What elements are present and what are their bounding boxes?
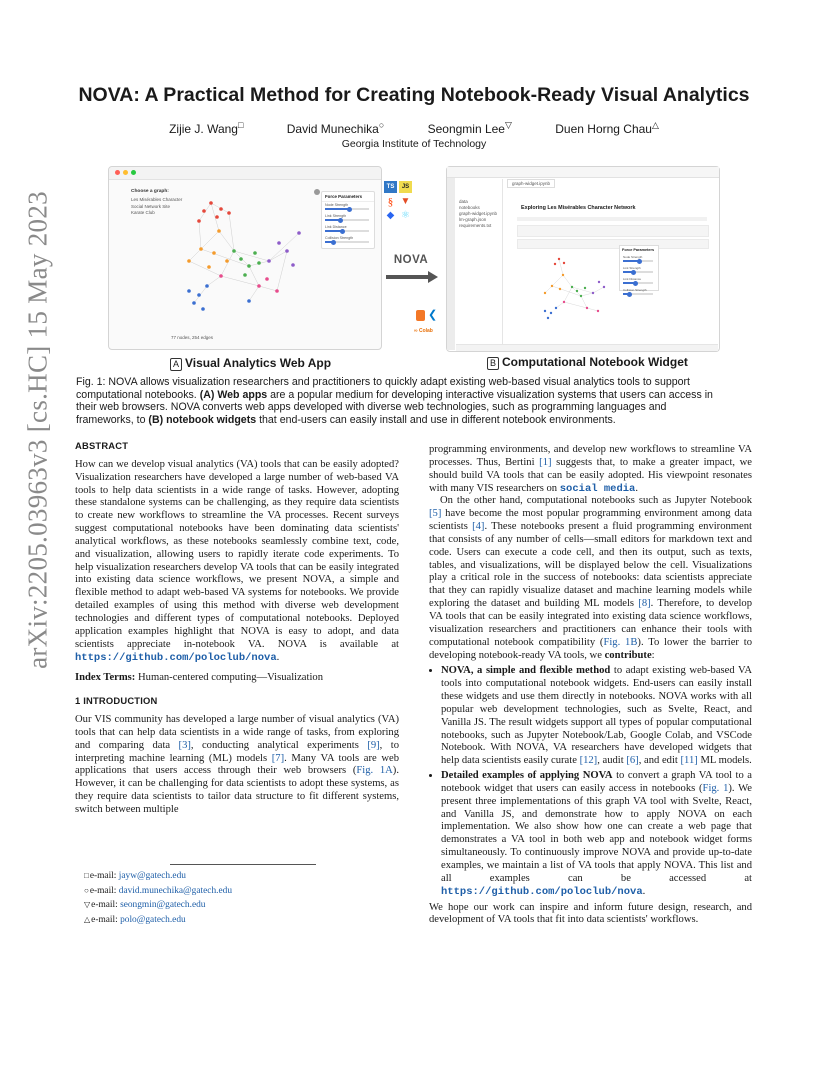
slider-row [620, 265, 658, 276]
slider-track[interactable] [325, 219, 369, 221]
intro-text: Our VIS community has developed a large number of visual analytics (VA) tools that can help data scientists in a wide range of tasks, from exploring and comparing data [75, 714, 399, 751]
slider-label: Link Distance [325, 225, 347, 229]
index-terms [75, 672, 399, 685]
panel-b-label [487, 355, 688, 370]
footnote-prefix: e-mail: [89, 871, 119, 881]
graph-heading: Choose a graph: [131, 189, 169, 194]
slider-row [322, 224, 374, 235]
panel-a-title: Visual Analytics Web App [185, 356, 332, 370]
widget-params-title: Force Parameters [622, 248, 655, 252]
body-paragraph [429, 444, 752, 495]
slider-thumb[interactable] [331, 240, 336, 245]
author [555, 122, 659, 136]
slider-thumb[interactable] [340, 229, 345, 234]
caption-text: NOVA allows visualization researchers and practitioners to quickly adapt existing web-based visual analytics tools to support computational notebooks. [76, 376, 690, 401]
email-link[interactable]: jayw@gatech.edu [118, 871, 186, 881]
slider-thumb[interactable] [631, 270, 636, 275]
graph-option[interactable]: Karate Club [131, 210, 155, 215]
footnote-mark: ▽ [84, 900, 91, 909]
email-link[interactable]: polo@gatech.edu [120, 914, 186, 925]
author-mark: △ [651, 120, 659, 130]
author [169, 122, 243, 136]
body-text: suggests that, to make a greater impact, we should build VA tools that can be easily adopted. His viewpoint resonates with many VIS researchers on [429, 456, 753, 494]
css3-icon: ◆ [386, 210, 395, 221]
slider-track[interactable] [325, 230, 369, 232]
intro-text: ). However, it can be challenging for data scientists to adopt these systems, as they require data scientists to tailor data structure to fit different systems, switch between multiple [75, 765, 399, 815]
widget-force-graph[interactable] [527, 251, 627, 331]
slider-fill [325, 208, 349, 210]
author-mark: ▽ [504, 120, 512, 130]
body-text: : [651, 649, 655, 661]
citation-link[interactable]: [7] [271, 752, 285, 764]
slider-list [322, 202, 374, 246]
widget-slider-list [620, 254, 658, 298]
force-params-panel [321, 191, 375, 249]
file-list[interactable] [459, 199, 497, 229]
intro-paragraph [75, 714, 399, 817]
contribution-title: NOVA, a simple and flexible method [441, 665, 611, 677]
body-text: , and edit [638, 755, 678, 767]
slider-label: Link Strength [623, 266, 641, 270]
index-terms-text: Human-centered computing—Visualization [138, 672, 323, 684]
graph-stats: 77 nodes, 254 edges [171, 335, 214, 340]
body-paragraph: We hope our work can inspire and inform future design, research, and development of VA tools that fit into data scientists' workflows. [429, 901, 752, 926]
force-graph[interactable] [159, 191, 329, 321]
body-text: to adapt existing web-based VA tools into computational notebook widgets. End-users can easily install these widgets and use them directly in notebooks. NOVA works with all popular web development technologies, such as Svelte, React, and Vanilla JS. The result widgets support all types of popular computational notebooks, such as Jupyter Notebook/Lab, Google Colab, and VSCode Notebook. With NOVA, VA researchers have developed widgets that help data scientists easily curate [441, 665, 752, 767]
affiliation: Georgia Institute of Technology [341, 138, 487, 150]
citation-link[interactable]: [6] [626, 755, 639, 767]
citation-link[interactable]: [9] [367, 739, 380, 751]
footnote-prefix: e-mail: [89, 885, 119, 896]
body-text: have become the most popular programming environment among data scientists [429, 508, 752, 533]
footnote [84, 898, 232, 913]
body-text: ). We present three implementations of this graph VA tool with Svelte, React, and Vanilla JS, and demonstrate how to apply NOVA on each implementation. We also show how one can create a web page that demonstrates a VA tool in both web app and notebook widget forms simultaneously. To continuously improve NOVA and provide up-to-date examples, we maintain a list of VA tools that apply NOVA. This list and all examples can be accessed at [441, 782, 752, 884]
arrow-icon [384, 270, 440, 284]
file-item[interactable]: lm-graph.json [459, 217, 487, 222]
panel-a-label [170, 356, 331, 371]
webapp-window [108, 166, 382, 350]
citation-link[interactable]: [8] [638, 598, 651, 610]
figure-link[interactable]: Fig. 1A [356, 765, 393, 777]
abstract-end: . [276, 651, 280, 663]
markdown-cell[interactable] [517, 217, 707, 221]
slider-row [322, 202, 374, 213]
slider-track[interactable] [623, 271, 653, 273]
body-bold: contribute [604, 649, 652, 661]
slider-track[interactable] [325, 208, 369, 210]
citation-link[interactable]: [4] [472, 521, 485, 533]
slider-thumb[interactable] [637, 259, 642, 264]
abstract-text [75, 459, 399, 665]
figure-link[interactable]: Fig. 1B [603, 636, 638, 648]
typescript-icon: TS [384, 181, 397, 193]
jupyter-icon [416, 310, 425, 321]
footnote [84, 913, 232, 928]
graph-option[interactable]: Social Network Site [131, 203, 171, 209]
left-column [75, 440, 399, 817]
slider-label: Collision Strength [325, 236, 354, 240]
author-list [60, 120, 768, 136]
slider-track[interactable] [623, 282, 653, 284]
body-text: . [635, 482, 639, 494]
slider-thumb[interactable] [633, 281, 638, 286]
abstract-body: How can we develop visual analytics (VA) tools that can be easily adopted? Visualization researchers have developed a large number of web-based VA tools to help data scientists in a wide range of tasks. However, adopting these standalone systems can be challenging, as they require data scientists to create new workflows to streamline the VA processes. Recent surveys suggest computational notebooks have been dominating data scientists' analytical workflows, as these notebooks seamlessly combine text, code, and visualization, allowing users to rapidly iterate code experiments. To help visualization researchers develop VA tools that can be easily integrated into existing data science workflows, we present NOVA, a simple and flexible method to adapt web-based VA systems for notebooks. We provide detailed examples of using this method with diverse web development technologies and different types of computational notebooks. Deployed application examples highlight that NOVA is easy to adopt, and data scientists appreciate in-notebook VA. NOVA is available at [75, 458, 399, 650]
maximize-dot-icon [131, 170, 136, 175]
slider-thumb[interactable] [338, 218, 343, 223]
svelte-icon: § [387, 196, 394, 208]
author-name: Seongmin Lee [427, 122, 505, 136]
github-link[interactable]: https://github.com/poloclub/nova [441, 885, 643, 898]
author-name: David Munechika [286, 122, 379, 136]
graph-option[interactable]: Les Misérables Character [131, 197, 183, 202]
paper-title: NOVA: A Practical Method for Creating Notebook-Ready Visual Analytics [78, 84, 750, 106]
file-item[interactable]: data [459, 199, 468, 204]
footnotes [84, 869, 232, 927]
index-terms-label: Index Terms: [75, 672, 136, 684]
panel-b-title: Computational Notebook Widget [502, 355, 688, 369]
slider-thumb[interactable] [347, 207, 352, 212]
slider-track[interactable] [623, 293, 653, 295]
caption-bold: (A) Web apps [199, 388, 268, 401]
author-name: Zijie J. Wang [169, 122, 238, 136]
author [428, 122, 512, 136]
slider-track[interactable] [325, 241, 369, 243]
close-dot-icon [115, 170, 120, 175]
minimize-dot-icon [123, 170, 128, 175]
footnote-rule [170, 864, 316, 865]
notebook-activity-bar [447, 178, 455, 350]
body-text: to convert a graph VA tool to a notebook widget that users can easily access in notebooks ( [441, 770, 753, 794]
author-mark: □ [237, 120, 244, 130]
footnote-mark: □ [84, 871, 89, 880]
footnote-prefix: e-mail: [91, 914, 121, 925]
contribution-list [429, 665, 752, 898]
author-mark: ○ [378, 120, 385, 130]
intro-text: , to interpreting machine learning (ML) models [75, 739, 399, 764]
contribution-item [441, 770, 752, 898]
body-text: . Therefore, to develop VA tools that can be easily integrated into existing data science workflows, visualization researchers and practitioners can enhance their tools with computational notebook compatibility ( [429, 598, 752, 648]
notebook-window [446, 166, 720, 352]
panel-b-letter: B [487, 357, 499, 370]
intro-text: . Many VA tools are web applications that users access through their web browsers ( [75, 752, 399, 777]
nova-arrow-label: NOVA [393, 254, 429, 266]
file-item[interactable]: graph-widget.ipynb [459, 211, 498, 216]
body-paragraph [429, 495, 752, 662]
email-link[interactable]: david.munechika@gatech.edu [118, 885, 233, 896]
file-item[interactable]: notebooks [459, 205, 480, 210]
citation-link[interactable]: [5] [429, 508, 442, 520]
slider-label: Collision Strength [623, 288, 647, 292]
slider-row [322, 213, 374, 224]
abstract-link[interactable]: https://github.com/poloclub/nova [75, 651, 277, 664]
figure-link[interactable]: Fig. 1 [702, 782, 729, 794]
citation-link[interactable]: [12] [579, 755, 598, 767]
html5-icon: ▼ [400, 196, 411, 207]
arxiv-stamp [18, 120, 58, 740]
right-column [429, 444, 752, 927]
javascript-icon: JS [399, 181, 412, 193]
notebook-menubar [447, 167, 719, 178]
slider-label: Link Distance [623, 277, 642, 281]
browser-titlebar [109, 167, 381, 180]
vscode-icon: ❮ [428, 309, 438, 321]
contribution-item [441, 665, 752, 768]
platform-badges [414, 310, 444, 344]
slider-label: Link Strength [325, 214, 347, 218]
body-text: . These notebooks present a fluid programming environment that consists of any number of cells—small editors for markdown text and code. Users can execute a code cell, and then its output, such as texts, tables, and visualizations, will be displayed below the cell. Visualizations play a critical role in the success of notebooks: data scientists appreciate that they can rapidly visualize dataset and machine learning models while exploring the dataset and building ML models [429, 521, 752, 610]
slider-row [620, 287, 658, 298]
body-text: ). To lower the barrier to developing notebook-ready VA tools, we [429, 636, 752, 661]
slider-row [322, 235, 374, 246]
notebook-heading: Exploring Les Misérables Character Network [521, 205, 636, 211]
body-text: On the other hand, computational notebooks such as Jupyter Notebook [440, 495, 752, 507]
caption-label: Fig. 1: [76, 376, 106, 388]
author [287, 122, 384, 136]
figure-caption [76, 376, 724, 426]
notebook-tab[interactable]: graph-widget.ipynb [507, 179, 555, 188]
file-item[interactable]: requirements.txt [459, 223, 492, 228]
slider-thumb[interactable] [627, 292, 632, 297]
params-title: Force Parameters [322, 192, 374, 202]
body-text: programming environments, and develop new workflows to streamline VA processes. Thus, Bertini [429, 444, 752, 468]
caption-text: that end-users can easily install and use in different notebook environments. [259, 413, 616, 426]
contribution-title: Detailed examples of applying NOVA [441, 770, 613, 782]
body-text: ML models. [700, 755, 752, 767]
slider-row [620, 276, 658, 287]
body-text: , audit [597, 755, 624, 767]
footnote-prefix: e-mail: [91, 900, 121, 910]
author-name: Duen Horng Chau [555, 122, 652, 136]
arxiv-id: arXiv:2205.03963v3 [cs.HC] 15 May 2023 [22, 191, 53, 669]
footnote [84, 884, 232, 899]
slider-track[interactable] [623, 260, 653, 262]
settings-icon[interactable] [314, 189, 320, 195]
react-icon: ⚛ [401, 210, 410, 221]
file-browser [456, 179, 503, 347]
slider-label: Node Strength [623, 255, 643, 259]
intro-text: , conducting analytical experiments [190, 739, 359, 751]
social-media-link[interactable]: social media [559, 482, 636, 495]
caption-text: are a popular medium for developing interactive visualization systems that users can access in their web browsers. NOVA converts web apps developed with diverse web technologies, such as programming languages and frameworks, to [76, 388, 713, 426]
footnote [84, 869, 232, 884]
citation-link[interactable]: [11] [680, 755, 698, 767]
footnote-mark: ○ [84, 885, 89, 895]
slider-row [620, 254, 658, 265]
abstract-heading: ABSTRACT [75, 440, 129, 451]
introduction-heading: 1 INTRODUCTION [75, 695, 158, 707]
citation-link[interactable]: [1] [539, 456, 552, 468]
colab-icon: ∞ Colab [414, 328, 433, 334]
citation-link[interactable]: [3] [178, 739, 191, 751]
body-text: . [642, 885, 646, 897]
slider-label: Node Strength [325, 203, 349, 207]
widget-params-panel [619, 245, 659, 291]
footnote-mark: △ [84, 914, 91, 924]
panel-a-letter: A [170, 358, 182, 371]
notebook-statusbar [456, 344, 718, 351]
code-cell[interactable] [517, 225, 709, 237]
tech-badges [384, 181, 414, 221]
caption-bold: (B) notebook widgets [148, 413, 257, 426]
email-link[interactable]: seongmin@gatech.edu [120, 900, 206, 910]
code-cell[interactable] [517, 239, 709, 249]
